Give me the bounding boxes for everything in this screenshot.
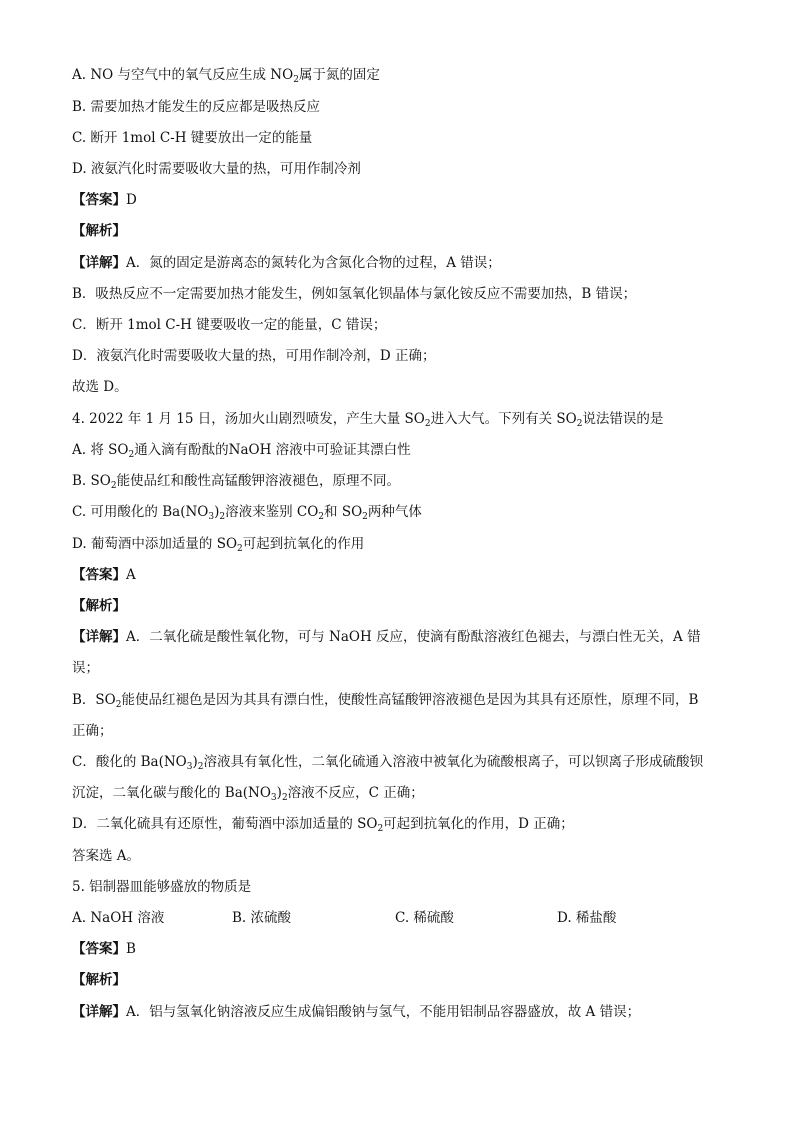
- q3-option-c: C. 断开 1mol C-H 键要放出一定的能量: [72, 130, 313, 146]
- q3-option-b: B. 需要加热才能发生的反应都是吸热反应: [72, 99, 321, 115]
- q4-option-b: B. $SO_2$能使品红和酸性高锰酸钾溶液褪色，原理不同。: [72, 473, 401, 491]
- q3-detail-a: 【详解】A．氮的固定是游离态的氮转化为含氮化合物的过程，A 错误；: [72, 255, 501, 271]
- q3-conclusion: 故选 D。: [72, 379, 128, 395]
- q3-detail-c: C．断开 1mol C-H 键要吸收一定的能量，C 错误；: [72, 317, 387, 333]
- q3-option-a: A. NO 与空气中的氧气反应生成 $NO_2$属于氮的固定: [72, 67, 380, 85]
- q4-conclusion: 答案选 A。: [72, 848, 141, 864]
- q4-option-d: D. 葡萄酒中添加适量的 $SO_2$可起到抗氧化的作用: [72, 536, 365, 554]
- q3-analysis-heading: 【解析】: [72, 223, 126, 239]
- q5-stem: 5. 铝制器皿能够盛放的物质是: [72, 879, 252, 895]
- q5-option-a: A. NaOH 溶液: [72, 910, 165, 926]
- q3-option-d: D. 液氨汽化时需要吸收大量的热，可用作制冷剂: [72, 161, 361, 177]
- q4-detail-d: D．二氧化硫具有还原性，葡萄酒中添加适量的 $SO_2$可起到抗氧化的作用，D 正确；: [72, 816, 574, 834]
- q4-detail-a-line1: 【详解】A．二氧化硫是酸性氧化物，可与 NaOH 反应，使滴有酚酞溶液红色褪去，与漂白性无关，A 错: [72, 629, 701, 645]
- q4-analysis-heading: 【解析】: [72, 598, 126, 614]
- q4-option-c: C. 可用酸化的 $Ba(NO_3)_2$溶液来鉴别 $CO_2$和 $SO_2$两种气体: [72, 504, 422, 522]
- q5-option-b: B. 浓硫酸: [232, 910, 292, 926]
- q4-detail-c-line1: C．酸化的 $Ba(NO_3)_2$溶液具有氧化性，二氧化硫通入溶液中被氧化为硫酸根离子，可以钡离子形成硫酸钡: [72, 754, 703, 772]
- q4-stem: 4. 2022 年 1 月 15 日，汤加火山剧烈喷发，产生大量 $SO_2$进入大气。下列有关 $SO_2$说法错误的是: [72, 411, 664, 429]
- q3-answer: 【答案】D: [72, 192, 137, 208]
- q3-detail-b: B．吸热反应不一定需要加热才能发生，例如氢氧化钡晶体与氯化铵反应不需要加热，B 错误；: [72, 286, 637, 302]
- q5-option-c: C. 稀硫酸: [395, 910, 454, 926]
- q5-detail-a: 【详解】A．铝与氢氧化钠溶液反应生成偏铝酸钠与氢气，不能用铝制品容器盛放，故 A 错误；: [72, 1004, 641, 1020]
- q4-option-a: A. 将 $SO_2$通入滴有酚酞的NaOH 溶液中可验证其漂白性: [72, 442, 411, 460]
- q4-answer: 【答案】A: [72, 567, 136, 583]
- q3-detail-d: D．液氨汽化时需要吸收大量的热，可用作制冷剂，D 正确；: [72, 348, 436, 364]
- q5-option-d: D. 稀盐酸: [557, 910, 617, 926]
- q4-detail-c-line2: 沉淀，二氧化碳与酸化的 $Ba(NO_3)_2$溶液不反应，C 正确；: [72, 785, 424, 803]
- q5-answer: 【答案】B: [72, 941, 136, 957]
- q4-detail-a-line2: 误；: [72, 660, 99, 676]
- q4-detail-b-line2: 正确；: [72, 723, 113, 739]
- q5-analysis-heading: 【解析】: [72, 972, 126, 988]
- q4-detail-b-line1: B．$SO_2$能使品红褪色是因为其具有漂白性，使酸性高锰酸钾溶液褪色是因为其具有还原性，原理不同，B: [72, 692, 699, 710]
